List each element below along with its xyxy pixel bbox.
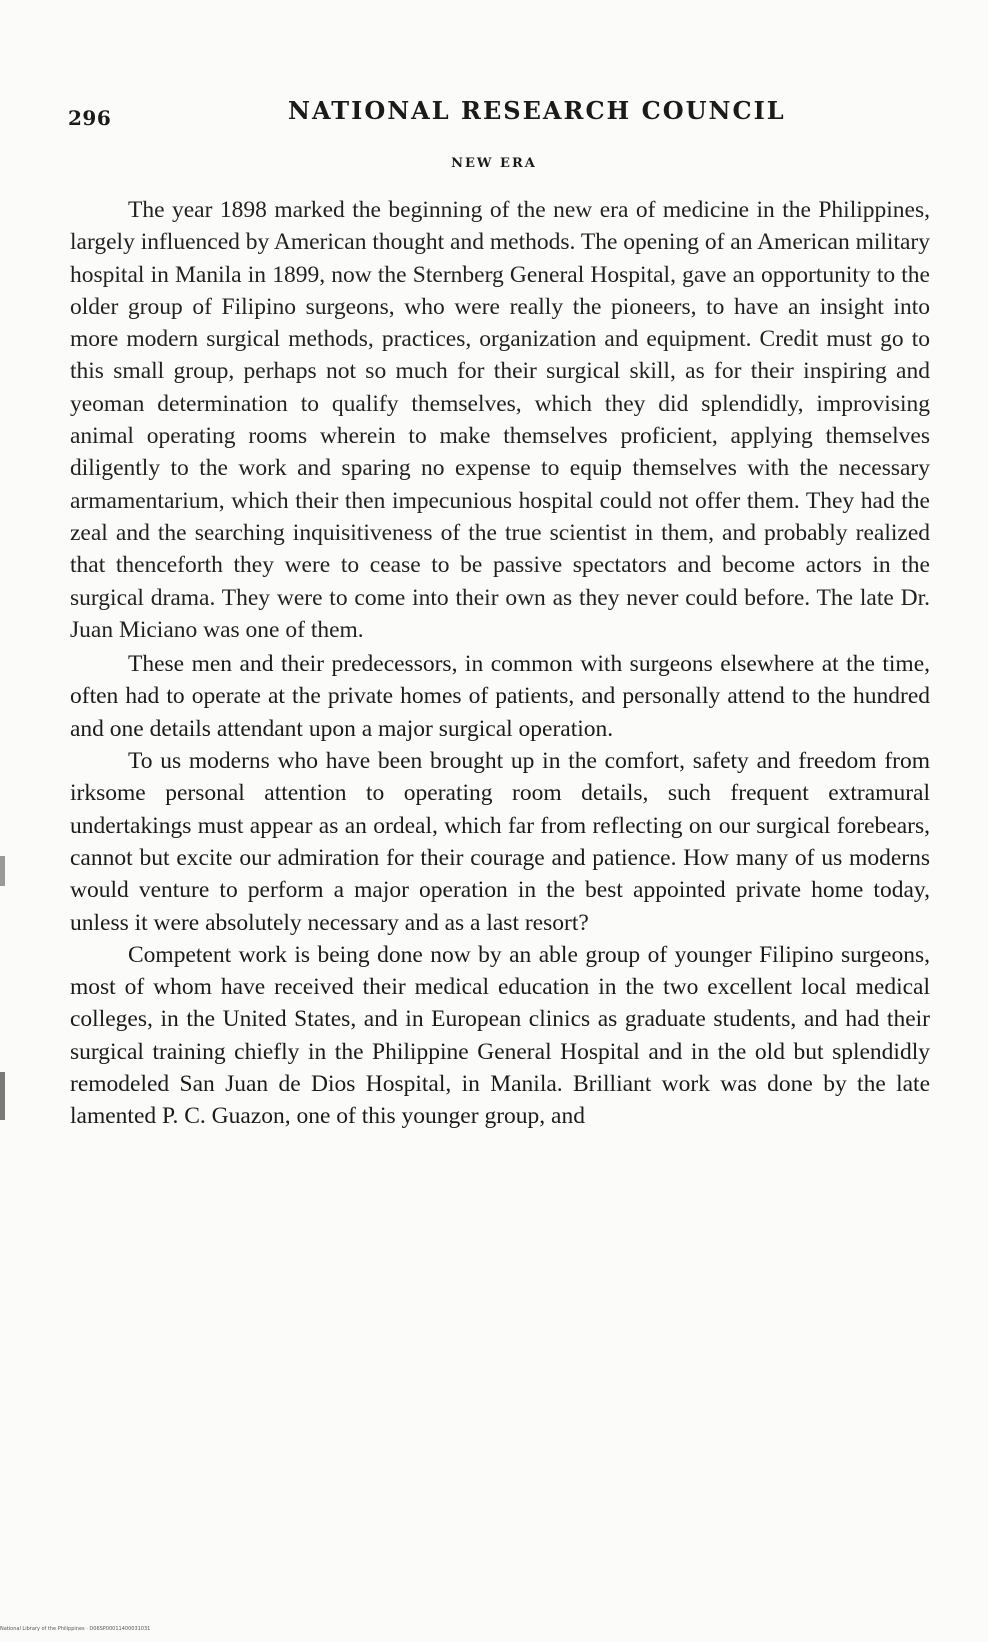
paragraph: To us moderns who have been brought up in the comfort, safety and freedom from irksome personal attention to operating room details, such frequent extramural undertakings must appear as an ordeal, which far from reflecting on our surgical forebears, cannot but excite our admiration for their courage and patience. How many of us moderns would venture to perform a major operation in the best appointed private home today, unless it were absolutely necessary and as a last resort? xyxy=(70,748,930,936)
section-title: NEW ERA xyxy=(451,156,537,171)
body-text xyxy=(70,194,930,1133)
paragraph: Competent work is being done now by an able group of younger Filipino surgeons, most of whom have received their medical education in the two excellent local medical colleges, in the United States, and in European clinics as graduate students, and had their surgical training chiefly in the Philippine General Hospital and in the old but splendidly remodeled San Juan de Dios Hospital, in Manila. Brilliant work was done by the late lamented P. C. Guazon, one of this younger group, and xyxy=(70,941,930,1130)
running-head: NATIONAL RESEARCH COUNCIL xyxy=(288,96,786,125)
scan-edge-mark xyxy=(0,1072,5,1120)
scan-edge-mark xyxy=(0,856,5,886)
paragraph: These men and their predecessors, in common with surgeons elsewhere at the time, often had to operate at the private homes of patients, and personally attend to the hundred and one details attendant upon a major surgical operation. xyxy=(70,651,930,742)
page-header xyxy=(68,92,908,132)
scan-footer-note: National Library of the Philippines · D06SP00011400031031 xyxy=(0,1626,151,1632)
page-number: 296 xyxy=(68,106,112,130)
paragraph: The year 1898 marked the beginning of the new era of medicine in the Philippines, largely influenced by American thought and methods. The opening of an American military hospital in Manila in 1899, now the Sternberg General Hospital, gave an opportunity to the older group of Filipino surgeons, who were really the pioneers, to have an insight into more modern surgical methods, practices, organization and equipment. Credit must go to this small group, perhaps not so much for their surgical skill, as for their inspiring and yeoman determination to qualify themselves, which they did splendidly, improvising animal operating rooms wherein to make themselves proficient, applying themselves diligently to the work and sparing no expense to equip themselves with the necessary armamentarium, which their then impecunious hospital could not offer them. They had the zeal and the searching inquisitiveness of the true scientist in them, and probably realized that thenceforth they were to cease to be passive spectators and become actors in the surgical drama. They were to come into their own as they never could before. The late Dr. Juan Miciano was one of them. xyxy=(70,197,930,643)
